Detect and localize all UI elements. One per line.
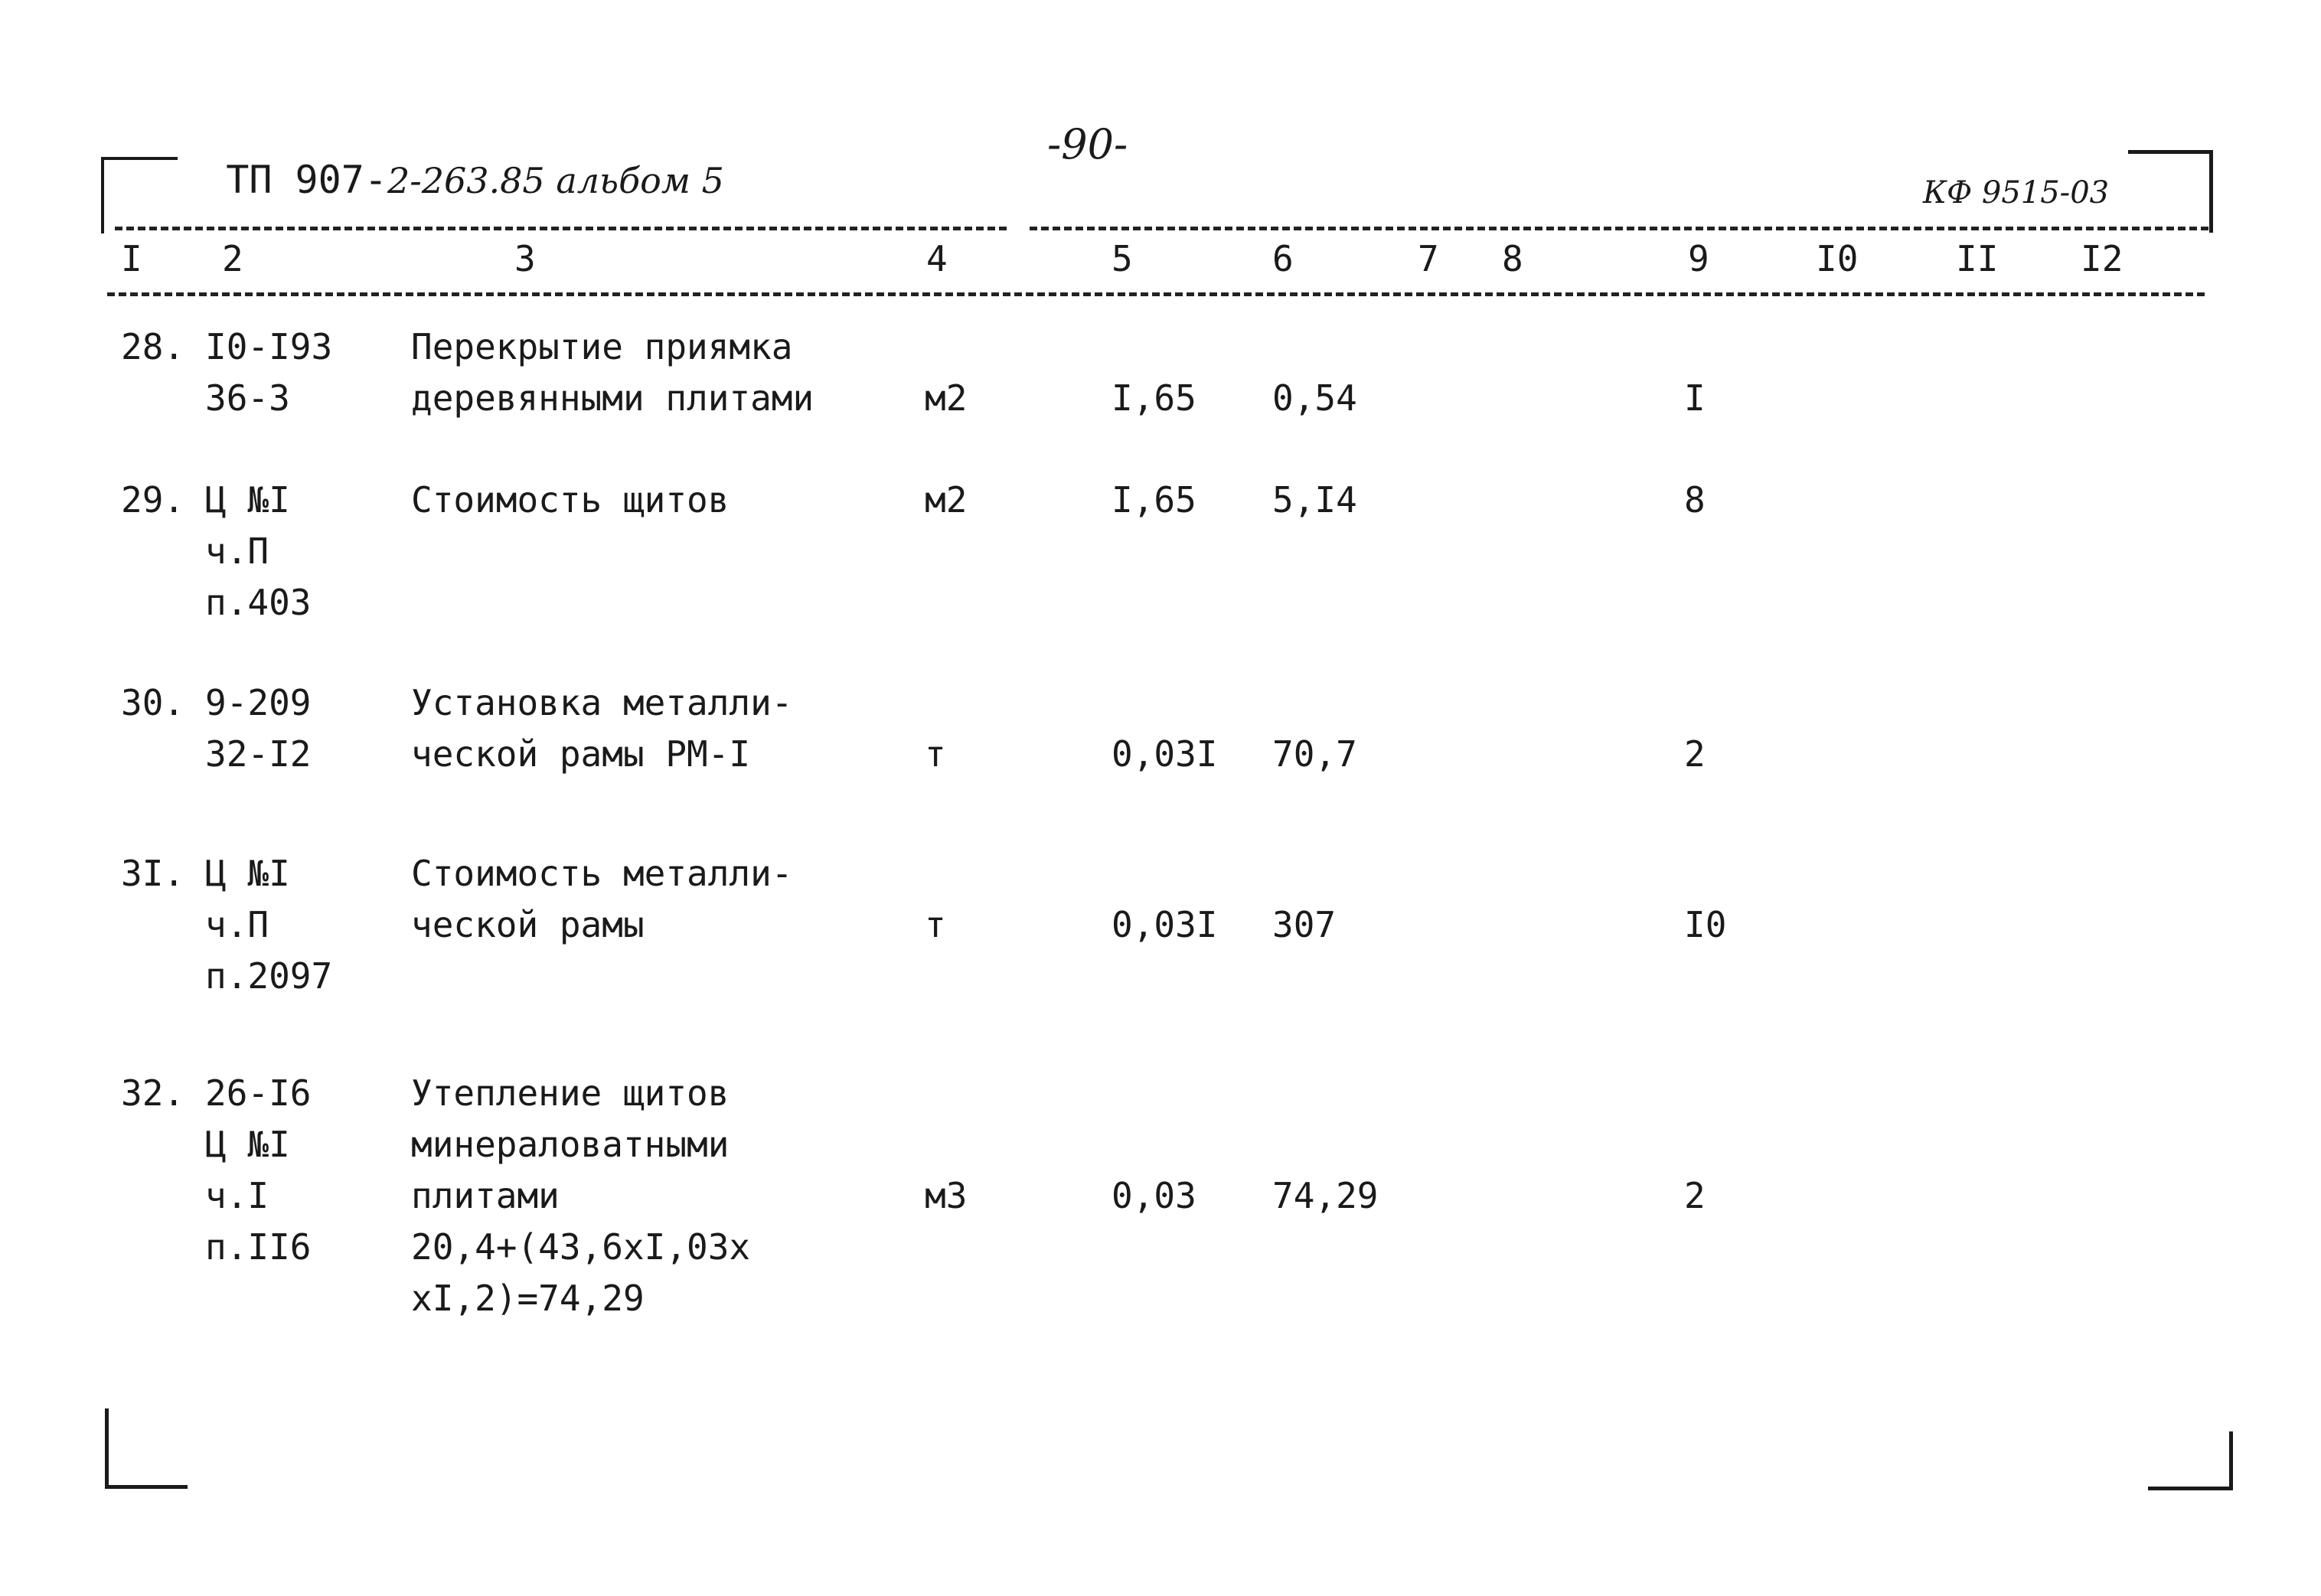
row-unit: м2 (925, 377, 968, 419)
row-quantity: 0,03 (1112, 1175, 1196, 1216)
row-unit: м2 (925, 479, 968, 521)
row-reference: 32-I2 (205, 733, 312, 775)
row-reference: ч.П (205, 530, 269, 572)
row-unit: м3 (925, 1175, 968, 1216)
row-reference: 36-3 (205, 377, 290, 419)
row-number: 30. (121, 682, 185, 723)
header-rule-bottom (107, 292, 2205, 296)
row-quantity: 0,03I (1112, 904, 1218, 945)
row-column-9: 2 (1684, 1175, 1706, 1216)
row-description: Установка металли- (411, 682, 793, 723)
row-unit: т (925, 733, 946, 775)
row-column-9: I (1684, 377, 1706, 419)
row-description: плитами (411, 1175, 560, 1216)
document-code (180, 122, 724, 202)
row-description: хI,2)=74,29 (411, 1278, 645, 1319)
row-description: 20,4+(43,6хI,03х (411, 1226, 751, 1268)
row-quantity: I,65 (1112, 479, 1196, 521)
column-header: I2 (2081, 238, 2124, 279)
row-price: 307 (1272, 904, 1337, 945)
row-reference: ч.I (205, 1175, 269, 1216)
row-price: 0,54 (1272, 377, 1357, 419)
row-description: Перекрытие приямка (411, 326, 793, 367)
row-price: 74,29 (1272, 1175, 1379, 1216)
document-code-printed: ТП 907- (226, 158, 387, 202)
frame-corner-top-right (2128, 150, 2212, 154)
column-header: II (1956, 238, 1999, 279)
column-header: I0 (1816, 238, 1859, 279)
row-reference: 26-I6 (205, 1072, 312, 1114)
row-number: 32. (121, 1072, 185, 1114)
row-number: 28. (121, 326, 185, 367)
column-header: I (121, 238, 142, 279)
row-price: 70,7 (1272, 733, 1357, 775)
frame-corner-top-right-vertical (2209, 150, 2213, 233)
column-header: 3 (514, 238, 536, 279)
row-reference: п.403 (205, 582, 312, 623)
row-description: Стоимость металли- (411, 853, 793, 894)
header-rule-top-left (115, 227, 1007, 230)
frame-corner-bottom-left (105, 1408, 109, 1489)
page-number: -90- (1047, 120, 1128, 168)
row-quantity: I,65 (1112, 377, 1196, 419)
row-reference: Ц №I (205, 1124, 290, 1165)
frame-corner-bottom-right (2229, 1431, 2233, 1490)
row-unit: т (925, 904, 946, 945)
row-number: 3I. (121, 853, 185, 894)
document-code-handwritten: 2-263.85 альбом 5 (387, 160, 724, 201)
row-column-9: 2 (1684, 733, 1706, 775)
row-reference: п.II6 (205, 1226, 312, 1268)
row-reference: I0-I93 (205, 326, 333, 367)
row-reference: Ц №I (205, 479, 290, 521)
column-header: 2 (222, 238, 243, 279)
column-header: 9 (1688, 238, 1709, 279)
row-description: ческой рамы РМ-I (411, 733, 751, 775)
column-header: 7 (1418, 238, 1439, 279)
row-reference: п.2097 (205, 955, 333, 997)
row-description: минераловатными (411, 1124, 730, 1165)
row-reference: 9-209 (205, 682, 312, 723)
row-description: деревянными плитами (411, 377, 814, 419)
header-rule-top-right (1030, 227, 2208, 230)
row-description: ческой рамы (411, 904, 645, 945)
row-reference: ч.П (205, 904, 269, 945)
row-quantity: 0,03I (1112, 733, 1218, 775)
row-price: 5,I4 (1272, 479, 1357, 521)
row-description: Стоимость щитов (411, 479, 730, 521)
row-reference: Ц №I (205, 853, 290, 894)
row-column-9: I0 (1684, 904, 1727, 945)
column-header: 5 (1112, 238, 1133, 279)
frame-corner-top-left-vertical (101, 157, 104, 233)
frame-corner-top-left (101, 157, 178, 160)
frame-corner-bottom-left-horizontal (105, 1485, 188, 1489)
row-number: 29. (121, 479, 185, 521)
frame-corner-bottom-right-horizontal (2148, 1487, 2233, 1490)
column-header: 4 (926, 238, 948, 279)
column-header: 8 (1502, 238, 1523, 279)
column-header: 6 (1272, 238, 1294, 279)
row-description: Утепление щитов (411, 1072, 730, 1114)
sheet-code: КФ 9515-03 (1923, 175, 2110, 211)
row-column-9: 8 (1684, 479, 1706, 521)
